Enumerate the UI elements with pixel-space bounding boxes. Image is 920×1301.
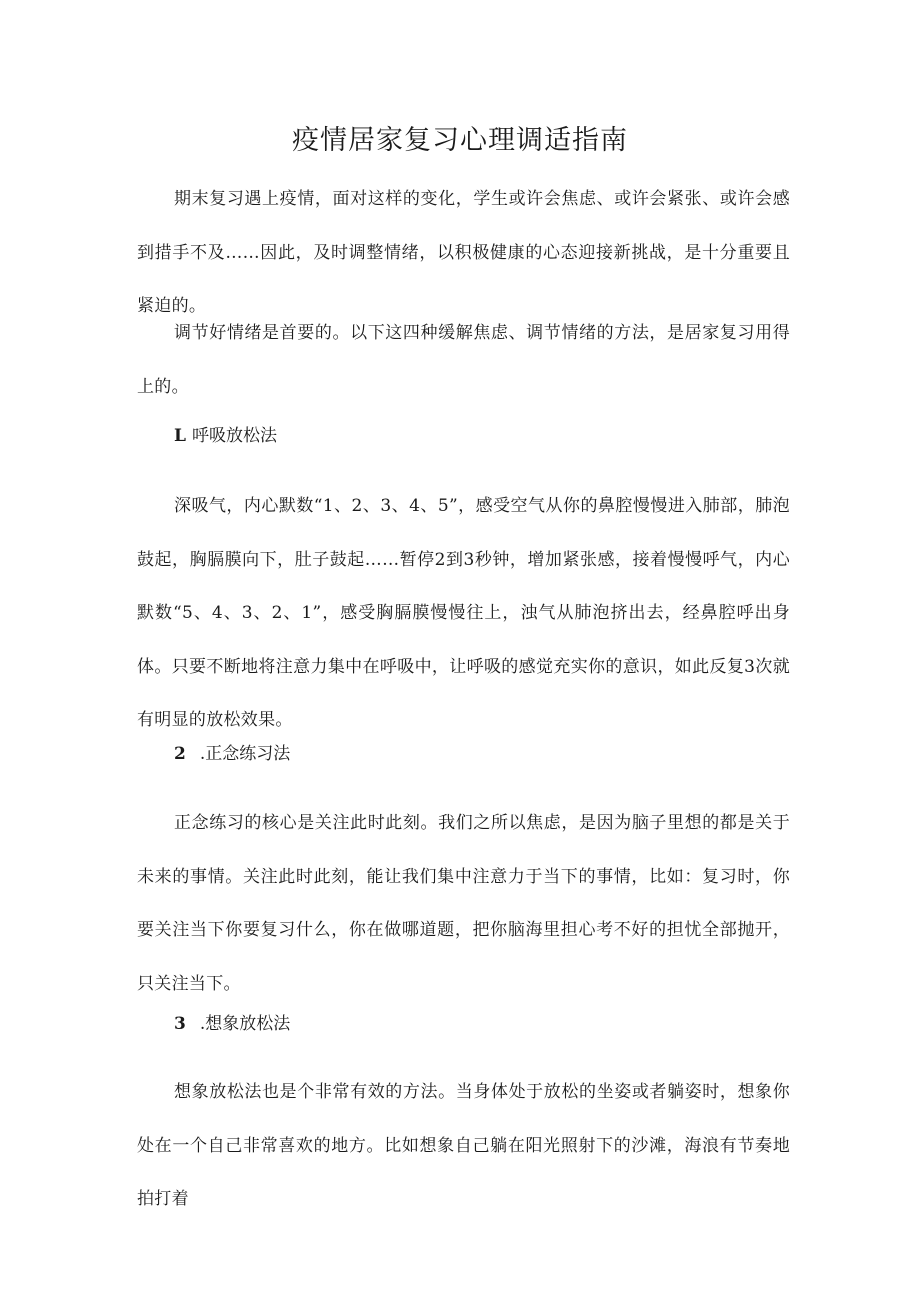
intro-paragraph: 期末复习遇上疫情，面对这样的变化，学生或许会焦虑、或许会紧张、或许会感到措手不及……因此，及时调整情绪，以积极健康的心态迎接新挑战，是十分重要且紧迫的。 xyxy=(137,189,790,316)
section-1-body: 深吸气，内心默数“1、2、3、4、5”，感受空气从你的鼻腔慢慢进入肺部，肺泡鼓起，胸膈膜向下，肚子鼓起……暂停2到3秒钟，增加紧张感，接着慢慢呼气，内心默数“5、4、3、2、1”，感受胸膈膜慢慢往上，浊气从肺泡挤出去，经鼻腔呼出身体。只要不断地将注意力集中在呼吸中，让呼吸的感觉充实你的意识，如此反复3次就有明显的放松效果。 xyxy=(137,496,790,730)
section-heading-2 xyxy=(174,739,290,769)
section-number: 3 xyxy=(174,1014,186,1034)
section-number: 2 xyxy=(174,744,186,764)
section-heading-3 xyxy=(174,1009,290,1039)
section-3-body: 想象放松法也是个非常有效的方法。当身体处于放松的坐姿或者躺姿时，想象你处在一个自己非常喜欢的地方。比如想象自己躺在阳光照射下的沙滩，海浪有节奏地拍打着 xyxy=(137,1082,790,1209)
section-2-body: 正念练习的核心是关注此时此刻。我们之所以焦虑，是因为脑子里想的都是关于未来的事情。关注此时此刻，能让我们集中注意力于当下的事情，比如：复习时，你要关注当下你要复习什么，你在做哪道题，把你脑海里担心考不好的担忧全部抛开，只关注当下。 xyxy=(137,813,790,994)
section-heading-text: 呼吸放松法 xyxy=(191,426,277,446)
lead-paragraph: 调节好情绪是首要的。以下这四种缓解焦虑、调节情绪的方法，是居家复习用得上的。 xyxy=(137,323,790,397)
section-separator: . xyxy=(199,1014,206,1034)
section-number: L xyxy=(174,426,186,446)
section-heading-text: 正念练习法 xyxy=(205,744,291,764)
section-heading-1 xyxy=(174,421,277,451)
section-heading-text: 想象放松法 xyxy=(205,1014,291,1034)
document-title: 疫情居家复习心理调适指南 xyxy=(292,125,628,156)
section-separator: . xyxy=(199,744,206,764)
